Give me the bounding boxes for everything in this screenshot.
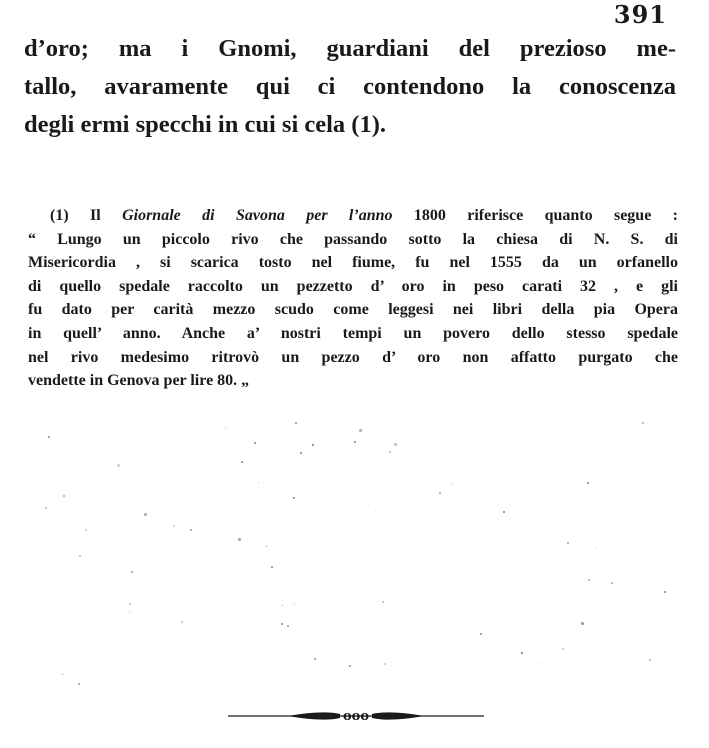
paper-speck <box>349 665 351 667</box>
paper-speck <box>131 571 133 573</box>
paper-speck <box>45 507 47 509</box>
footnote-line: “ Lungo un piccolo rivo che passando sotto la chiesa di N. S. di <box>28 230 678 248</box>
ornament-divider <box>228 708 484 724</box>
footnote-italic-title: Giornale di Savona per l’anno <box>122 207 393 224</box>
paper-speck <box>181 621 183 623</box>
paper-speck <box>664 591 666 593</box>
paper-speck <box>567 542 569 544</box>
footnote-line: nel rivo medesimo ritrovò un pezzo d’ oro non affatto purgato che <box>28 348 678 366</box>
paper-speck <box>258 482 259 483</box>
paper-speck <box>62 674 63 675</box>
main-text-block <box>24 30 676 144</box>
paper-speck <box>281 623 283 625</box>
paper-speck <box>594 442 595 443</box>
paper-speck <box>314 658 316 660</box>
paper-speck <box>562 648 564 650</box>
paper-speck <box>389 451 391 453</box>
paper-speck <box>312 444 314 446</box>
paper-speck <box>314 678 315 679</box>
paper-speck <box>295 422 297 424</box>
paper-speck <box>480 633 482 635</box>
paper-speck <box>394 443 397 446</box>
paper-speck <box>451 483 452 484</box>
paper-speck <box>611 582 613 584</box>
ornament-right-swell <box>372 712 424 719</box>
paper-speck <box>79 555 81 557</box>
paper-speck <box>63 495 65 497</box>
paper-speck <box>238 538 241 541</box>
paper-speck <box>48 436 50 438</box>
paper-speck <box>287 625 289 627</box>
paper-speck <box>293 497 295 499</box>
paper-speck <box>54 442 55 443</box>
paper-speck <box>521 652 523 654</box>
paper-speck <box>190 529 192 531</box>
paper-speck <box>587 482 589 484</box>
paper-speck <box>359 429 362 432</box>
paper-speck <box>173 525 175 527</box>
footnote-first-line-rest: 1800 riferisce quanto segue : <box>392 207 679 224</box>
paper-speck <box>642 422 644 424</box>
paper-speck <box>596 547 597 548</box>
paper-speck <box>254 442 256 444</box>
paper-speck <box>294 604 295 605</box>
paper-speck <box>241 461 243 463</box>
paper-speck <box>538 662 539 663</box>
main-text-line: tallo, avaramente qui ci contendono la conoscenza <box>24 73 676 100</box>
footnote-first-line <box>28 204 678 228</box>
footnote-line: in quell’ anno. Anche a’ nostri tempi un povero dello stesso spedale <box>28 324 678 342</box>
paper-speck <box>225 428 226 429</box>
footnote-block <box>28 204 678 393</box>
paper-speck <box>271 566 273 568</box>
paper-speck <box>503 511 505 513</box>
ornament-center: ooo <box>342 709 370 724</box>
footnote-marker: (1) Il <box>50 207 123 224</box>
main-text-line: degli ermi specchi in cui si cela (1). <box>24 111 386 138</box>
paper-speck <box>266 546 267 547</box>
paper-speck <box>129 603 131 605</box>
paper-speck <box>354 441 356 443</box>
paper-speck <box>117 464 120 467</box>
paper-speck <box>144 513 147 516</box>
paper-speck <box>85 529 87 531</box>
paper-speck <box>649 659 651 661</box>
paper-speck <box>368 505 369 506</box>
paper-speck <box>382 601 384 603</box>
footnote-line: Misericordia , si scarica tosto nel fiume, fu nel 1555 da un orfanello <box>28 254 678 272</box>
paper-speck <box>282 605 283 606</box>
paper-speck <box>661 540 662 541</box>
paper-speck <box>78 683 80 685</box>
paper-speck <box>581 622 584 625</box>
ornament-left-swell <box>288 712 340 719</box>
paper-speck <box>129 611 130 612</box>
paper-speck <box>300 452 302 454</box>
page-number: 391 <box>613 0 667 29</box>
main-text-line: d’oro; ma i Gnomi, guardiani del prezioso me- <box>24 35 676 62</box>
footnote-line: vendette in Genova per lire 80. „ <box>28 372 250 390</box>
paper-speck <box>439 492 441 494</box>
paper-speck <box>588 579 590 581</box>
paper-speck <box>173 542 174 543</box>
paper-speck <box>384 663 386 665</box>
footnote-line: fu dato per carità mezzo scudo come leggesi nei libri della pia Opera <box>28 301 678 319</box>
footnote-line: di quello spedale raccolto un pezzetto d’ oro in peso carati 32 , e gli <box>28 277 678 295</box>
